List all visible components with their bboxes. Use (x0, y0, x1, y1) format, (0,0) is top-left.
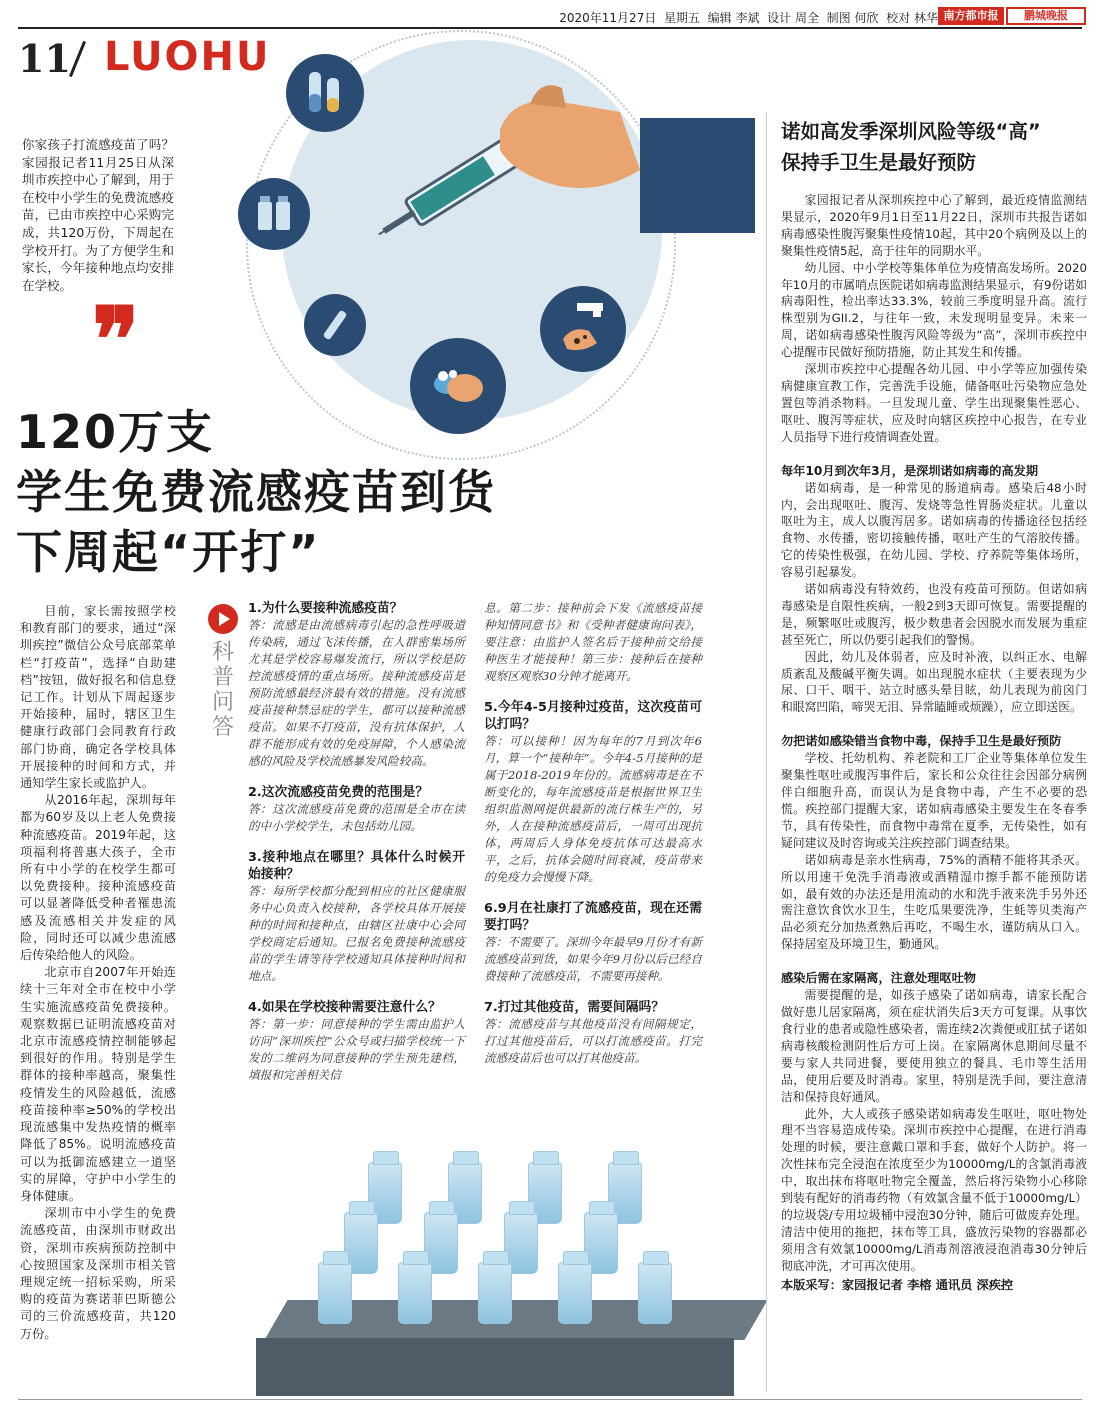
qa-item (484, 999, 702, 1067)
body-paragraph: 幼儿园、中小学校等集体单位为疫情高发场所。2020年10月的市属哨点医院诺如病毒监测结果显示，有9份诺如病毒阳性，检出率达33.3%，较前三季度明显升高。流行株型别为GII.2，与往年一致，未发现明显变异。未来一周，诺如病毒感染性腹泻风险等级为“高”，深圳市疾控中心提醒市民做好预防措施，防止其发生和传播。 (781, 260, 1087, 360)
qa-question: 3.接种地点在哪里？具体什么时候开始接种？ (248, 850, 465, 882)
vial-icon (398, 1262, 432, 1324)
masthead-logo: 南方都市报 (938, 7, 1004, 25)
qa-question: 4.如果在学校接种需要注意什么？ (248, 1000, 441, 1015)
vial-icon (558, 1262, 592, 1324)
intro-paragraph: 你家孩子打流感疫苗了吗？家园报记者11月25日从深圳市疾控中心了解到，用于在校中小学生的免费流感疫苗，已由市疾控中心采购完成，共120万份，下周起在学校开打。为了方便学生和家长，今年接种地点均安排在学校。 (22, 137, 174, 293)
body-paragraph: 深圳市中小学生的免费流感疫苗，由深圳市财政出资，深圳市疾病预防控制中心按照国家及深圳市相关管理规定统一招标采购，所采购的疫苗为赛诺菲巴斯德公司的三价流感疫苗，共120万份。 (20, 1206, 176, 1341)
headline-line-3: 下周起“开打” (16, 525, 321, 579)
qa-question: 5.今年4-5月接种过疫苗，这次疫苗可以打吗？ (484, 700, 702, 732)
body-paragraph: 目前，家长需按照学校和教育部门的要求，通过“深圳疾控”微信公众号底部菜单栏“打疫苗”，选择“自助建档”按钮，做好报名和信息登记工作。计划从下周起逐步开始接种，届时，辖区卫生健康行政部门会同教育行政部门协商，确定各学校具体开展接种的时间和方式，并通知学生家长或监护人。 (20, 604, 176, 791)
qa-question: 1.为什么要接种流感疫苗？ (248, 601, 403, 616)
footer-rule (18, 1399, 1082, 1400)
body-paragraph: 诺如病毒，是一种常见的肠道病毒。感染后48小时内，会出现呕吐、腹泻、发烧等急性胃肠炎症状。儿童以呕吐为主，成人以腹泻居多。诺如病毒的传播途径包括经食物、水传播，密切接触传播，呕吐产生的气溶胶传播。它的传染性极强，在幼儿园、学校、疗养院等集体场所，容易引起暴发。 (781, 480, 1087, 580)
qa-answer: 答：可以接种！因为每年的7月到次年6月，算一个“接种年”。今年4-5月接种的是属于2018-2019年份的。流感病毒是在不断变化的，每年流感疫苗是根据世界卫生组织监测网提供最新的流行株生产的，另外，人在接种流感疫苗后，一周可出现抗体，两周后人身体免疫抗体可达最高水平，之后，抗体会随时间衰减，疫苗带来的免疫力会慢慢下降。 (484, 734, 702, 884)
qa-item (484, 699, 702, 886)
byline-credit: 本版采写：家园报记者 李榕 通讯员 深疾控 (781, 1277, 1014, 1292)
headline-line-2: 学生免费流感疫苗到货 (16, 465, 496, 519)
qa-answer: 答：这次流感疫苗免费的范围是全市在读的中小学校学生，未包括幼儿园。 (248, 802, 465, 833)
vial-icon (318, 1262, 352, 1324)
tray-front (256, 1338, 734, 1396)
qa-answer: 答：流感疫苗与其他疫苗没有间隔规定，打过其他疫苗后，可以打流感疫苗。打完流感疫苗后也可以打其他疫苗。 (484, 1017, 702, 1065)
qa-column-2 (484, 600, 702, 1081)
body-paragraph: 深圳市疾控中心提醒各幼儿园、中小学等应加强传染病健康宣教工作，完善洗手设施，储备呕吐污染物应急处置包等消杀物料。一旦发现儿童、学生出现聚集性恶心、呕吐、腹泻等症状，应及时向辖区疾控中心报告，在专业人员指导下进行疫情调查处置。 (781, 362, 1087, 444)
qa-answer: 答：每所学校都分配到相应的社区健康服务中心负责入校接种，各学校具体开展接种的时间和接种点，由辖区社康中心会同学校商定后通知。已报名免费接种流感疫苗的学生请等待学校通知具体接种时间和地点。 (248, 884, 465, 983)
qa-item (248, 999, 465, 1084)
qa-item (484, 600, 702, 685)
test-tubes-icon (286, 54, 364, 132)
column-divider (766, 112, 767, 1392)
sidebar-title-line-2: 保持手卫生是最好预防 (781, 151, 977, 174)
qa-item (248, 784, 465, 835)
body-paragraph: 因此，幼儿及体弱者，应及时补液，以纠正水、电解质紊乱及酸碱平衡失调。如出现脱水症状（主要表现为少尿、口干、咽干、站立时感头晕目眩，幼儿表现为前囟门和眼窝凹陷，啼哭无泪、异常瞌睡或烦躁），应立即送医。 (781, 649, 1087, 715)
qa-column-1 (248, 600, 465, 1098)
qa-question: 6.9月在社康打了流感疫苗，现在还需要打吗？ (484, 901, 702, 933)
vial-icon (478, 1262, 512, 1324)
qa-answer: 答：流感是由流感病毒引起的急性呼吸道传染病，通过飞沫传播，在人群密集场所尤其是学校容易爆发流行，所以学校是防控流感疫情的重点场所。接种流感疫苗是预防流感最经济最有效的措施。没有流感疫苗接种禁忌症的学生，都可以接种流感疫苗。如果不打疫苗，没有抗体保护，人群不能形成有效的免疫屏障，个人感染流感的风险及学校流感暴发风险较高。 (248, 618, 465, 768)
qa-item (484, 900, 702, 985)
header-rule (18, 27, 1082, 29)
sidebar-article-body (781, 192, 1087, 1293)
subheading: 每年10月到次年3月，是深圳诺如病毒的高发期 (781, 463, 1039, 478)
qa-item (248, 849, 465, 985)
section-divider-slash (69, 41, 86, 77)
quote-mark-icon: ❞ (92, 287, 140, 391)
vaccine-vials-icon (238, 178, 310, 250)
headline-line-1: 120万支 (16, 405, 215, 459)
body-paragraph: 学校、托幼机构、养老院和工厂企业等集体单位发生聚集性呕吐或腹泻事件后，家长和公众往往会因部分病例伴白细胞升高，而误认为是食物中毒，产生不必要的恐慌。疾控部门提醒大家，诺如病毒感染主要发生在冬春季节，具有传染性，而食物中毒常在夏季，无传染性，如有疑问建议及时咨询或关注疾控部门调查结果。 (781, 751, 1087, 850)
article-body-left (20, 603, 176, 1343)
vial-icon (638, 1262, 672, 1324)
masthead-sub-logo: 鹏城晚报 (1006, 7, 1086, 25)
section-name: LUOHU (104, 34, 271, 80)
qa-answer: 息。第二步：接种前会下发《流感疫苗接种知情同意书》和《受种者健康询问表》，要注意：由监护人签名后于接种前交给接种医生才能接种！第三步：接种后在接种观察区观察30分钟才能离开。 (484, 601, 702, 683)
subheading: 感染后需在家隔离，注意处理呕吐物 (781, 971, 976, 986)
qa-question: 2.这次流感疫苗免费的范围是？ (248, 785, 429, 800)
sidebar-article-title (781, 116, 1081, 178)
body-paragraph: 北京市自2007年开始连续十三年对全市在校中小学生实施流感疫苗免费接种。观察数据已证明流感疫苗对北京市流感疫情控制能够起到很好的作用。特别是学生群体的接种率越高，聚集性疫情发生的风险越低，流感疫苗接种率≥50%的学校出现流感集中发热疫情的概率降低了85%。说明流感疫苗可以为抵御流感建立一道坚实的屏障，守护中小学生的身体健康。 (20, 965, 176, 1203)
subheading: 勿把诺如感染错当食物中毒，保持手卫生是最好预防 (781, 734, 1062, 749)
ampoule-icon (304, 294, 366, 356)
qa-answer: 答：不需要了。深圳今年最早9月份才有新流感疫苗到货，如果今年9月份以后已经自费接种了流感疫苗，不需要再接种。 (484, 935, 702, 983)
body-paragraph: 需要提醒的是，如孩子感染了诺如病毒，请家长配合做好患儿居家隔离，须在症状消失后3天方可复课。从事饮食行业的患者或隐性感染者，需连续2次粪便或肛拭子诺如病毒核酸检测阴性后方可上岗。在家隔离休息期间尽量不要与家人共同进餐，要使用独立的餐具、毛巾等生活用品，使用后要及时消毒。家里，特别是洗手间，要注意清洁和保持良好通风。 (781, 988, 1087, 1104)
sidebar-title-line-1: 诺如高发季深圳风险等级“高” (781, 120, 1041, 143)
issue-info: 2020年11月27日 星期五 编辑 李斌 设计 周全 制图 何欣 校对 林华 (559, 11, 938, 25)
body-paragraph: 诺如病毒没有特效药，也没有疫苗可预防。但诺如病毒感染是自限性疾病，一般2到3天即可恢复。需要提醒的是，频繁呕吐或腹泻，极少数患者会因脱水而发展为重症甚至死亡，所以仍要引起我们的警惕。 (781, 582, 1087, 647)
sleeve-icon (640, 118, 755, 233)
qa-question: 7.打过其他疫苗，需要间隔吗？ (484, 1000, 665, 1015)
page-number: 11 (18, 36, 71, 81)
body-paragraph: 此外，大人或孩子感染诺如病毒发生呕吐，呕吐物处理不当容易造成传染。深圳市疾控中心提醒，在进行消毒处理的时候，要注意戴口罩和手套，做好个人防护。将一次性抹布完全浸泡在浓度至少为10000mg/L的含氯消毒液中，取出抹布将呕吐物完全覆盖，然后将污染物小心移除到装有配好的消毒药物（有效氯含量不低于10000mg/L）的垃圾袋/专用垃圾桶中浸泡30分钟，随后可做废弃处理。清洁中使用的拖把，抹布等工具，盛放污染物的容器都必须用含有效氯10000mg/L消毒剂溶液浸泡消毒30分钟后彻底冲洗，才可再次使用。 (781, 1106, 1087, 1273)
qa-item (248, 600, 465, 770)
body-paragraph: 从2016年起，深圳每年都为60岁及以上老人免费接种流感疫苗。2019年起，这项福利将普惠大孩子，全市所有中小学的在校学生都可以免费接种。接种流感疫苗可以显著降低受种者罹患流感及流感相关并发症的风险，同时还可以减少患流感后传染给他人的风险。 (20, 793, 176, 963)
play-icon (208, 604, 238, 634)
body-paragraph: 诺如病毒是亲水性病毒，75%的酒精不能将其杀灭。所以用速干免洗手消毒液或酒精湿巾擦手都不能预防诺如，最有效的办法还是用流动的水和洗手液来洗手另外还需注意饮食饮水卫生，生吃瓜果要洗净，生蚝等贝类海产品必须充分加热煮熟后再吃，不喝生水，谨防病从口入。保持居室及环境卫生，勤通风。 (781, 852, 1087, 952)
faucet-hand-icon (540, 286, 626, 372)
qa-answer: 答：第一步：同意接种的学生需由监护人访问“深圳疾控”公众号或扫描学校统一下发的二维码为同意接种的学生预先建档，填报和完善相关信 (248, 1017, 465, 1082)
body-paragraph: 家园报记者从深圳疾控中心了解到，最近疫情监测结果显示，2020年9月1日至11月22日，深圳市共报告诺如病毒感染性腹泻聚集性疫情10起，其中20个病例及以上的聚集性疫情5起，高于往年的同期水平。 (781, 193, 1087, 258)
kepu-qa-label: 科普问答 (211, 640, 234, 740)
